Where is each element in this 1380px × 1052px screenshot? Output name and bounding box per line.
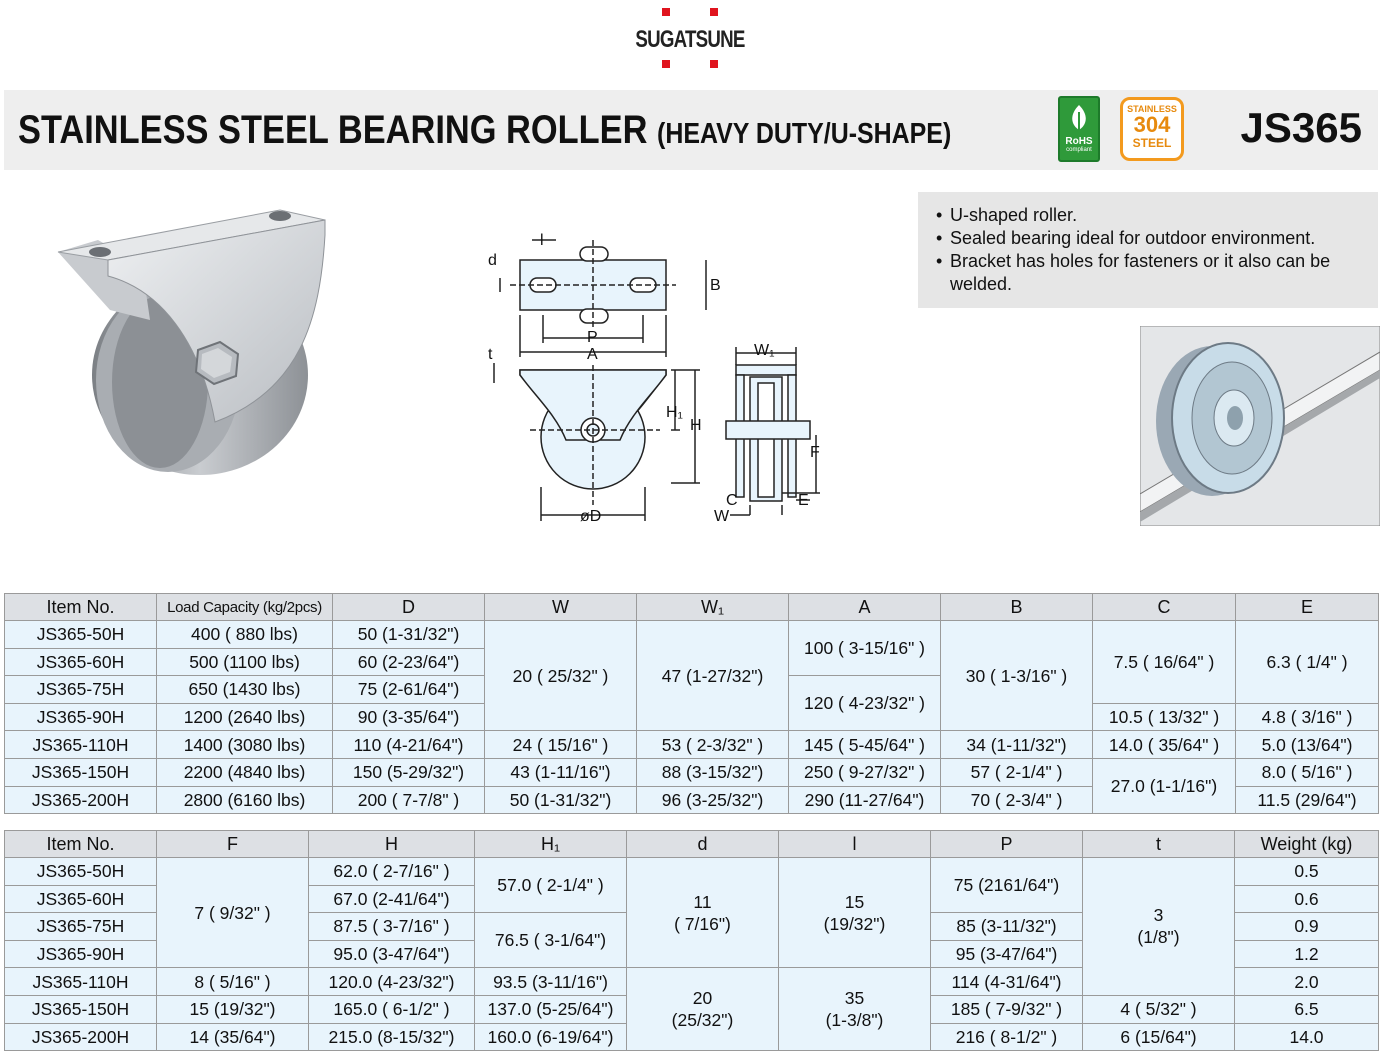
cell-d-inch: ( 7/16") (674, 913, 731, 934)
cell-l (779, 968, 931, 1051)
cell-c: 27.0 (1-1/16") (1093, 758, 1236, 813)
label-w1: W₁ (754, 342, 775, 359)
cell-l (779, 858, 931, 968)
header-l: l (779, 831, 931, 858)
leaf-icon (1067, 104, 1091, 134)
table-header-row (5, 594, 1379, 621)
header-b: B (941, 594, 1093, 621)
cell-h: 62.0 ( 2-7/16" ) (309, 858, 475, 886)
cell-load: 1200 (2640 lbs) (157, 703, 333, 731)
cell-item: JS365-50H (5, 621, 157, 649)
cell-item: JS365-60H (5, 648, 157, 676)
header-f: F (157, 831, 309, 858)
title-sub-text: (HEAVY DUTY/U-SHAPE) (657, 118, 952, 150)
cell-p: 114 (4-31/64") (931, 968, 1083, 996)
cell-a: 120 ( 4-23/32" ) (789, 676, 941, 731)
label-h: H (690, 417, 702, 434)
brand-name: SUGATSUNE (635, 26, 745, 53)
header-item-no: Item No. (5, 594, 157, 621)
cell-d-inch: (25/32") (671, 1010, 734, 1031)
header-weight: Weight (kg) (1235, 831, 1379, 858)
cell-load: 500 (1100 lbs) (157, 648, 333, 676)
cell-h1: 160.0 (6-19/64") (475, 1023, 627, 1051)
brand-logo (620, 8, 760, 70)
logo-square-top-left (662, 8, 670, 16)
spec-table-1 (4, 593, 1379, 814)
rohs-badge (1058, 96, 1100, 162)
cell-h: 67.0 (2-41/64") (309, 885, 475, 913)
badge-stainless: STAINLESS (1127, 104, 1177, 114)
cell-f: 15 (19/32") (157, 995, 309, 1023)
cell-h1: 137.0 (5-25/64") (475, 995, 627, 1023)
label-t: t (488, 346, 493, 363)
cell-item: JS365-90H (5, 940, 157, 968)
feature-list (918, 192, 1378, 308)
cell-p: 75 (2161/64") (931, 858, 1083, 913)
cell-d: 75 (2-61/64") (333, 676, 485, 704)
rohs-label: RoHS (1065, 136, 1093, 147)
cell-h1: 57.0 ( 2-1/4" ) (475, 858, 627, 913)
cell-w1: 47 (1-27/32") (637, 621, 789, 731)
cell-d: 50 (1-31/32") (333, 621, 485, 649)
cell-item: JS365-75H (5, 913, 157, 941)
model-number: JS365 (1240, 104, 1362, 151)
cell-d (627, 968, 779, 1051)
cell-item: JS365-200H (5, 1023, 157, 1051)
cell-load: 2200 (4840 lbs) (157, 758, 333, 786)
label-e: E (798, 492, 809, 509)
feature-item: • Sealed bearing ideal for outdoor environment. (936, 227, 1364, 250)
page-title (18, 108, 951, 153)
cell-d: 200 ( 7-7/8" ) (333, 786, 485, 814)
table-header-row (5, 831, 1379, 858)
header-d: d (627, 831, 779, 858)
logo-square-bottom-right (710, 60, 718, 68)
cell-d: 150 (5-29/32") (333, 758, 485, 786)
technical-drawing (480, 225, 840, 535)
cell-p: 216 ( 8-1/2" ) (931, 1023, 1083, 1051)
cell-b: 70 ( 2-3/4" ) (941, 786, 1093, 814)
cell-b: 34 (1-11/32") (941, 731, 1093, 759)
cell-d: 60 (2-23/64") (333, 648, 485, 676)
cell-t-inch: (1/8") (1137, 927, 1180, 948)
cell-item: JS365-90H (5, 703, 157, 731)
rail-application-photo (1140, 326, 1380, 526)
cell-h: 165.0 ( 6-1/2" ) (309, 995, 475, 1023)
label-b: B (710, 277, 721, 294)
header-load-capacity: Load Capacity (kg/2pcs) (157, 594, 333, 621)
title-main-text: STAINLESS STEEL BEARING ROLLER (18, 108, 648, 152)
logo-square-top-right (710, 8, 718, 16)
header-t: t (1083, 831, 1235, 858)
cell-f: 14 (35/64") (157, 1023, 309, 1051)
spec-table-2 (4, 830, 1379, 1051)
feature-item: • Bracket has holes for fasteners or it also can be welded. (936, 250, 1364, 296)
cell-weight: 0.6 (1235, 885, 1379, 913)
cell-a: 250 ( 9-27/32" ) (789, 758, 941, 786)
header-h: H (309, 831, 475, 858)
cell-weight: 0.5 (1235, 858, 1379, 886)
rohs-compliant: compliant (1066, 147, 1092, 153)
cell-d: 90 (3-35/64") (333, 703, 485, 731)
cell-l-inch: (1-3/8") (825, 1010, 884, 1031)
cell-e: 11.5 (29/64") (1236, 786, 1379, 814)
cell-weight: 6.5 (1235, 995, 1379, 1023)
cell-a: 100 ( 3-15/16" ) (789, 621, 941, 676)
label-f: F (810, 444, 820, 461)
badge-grade: 304 (1133, 112, 1171, 137)
label-l: l (540, 232, 544, 249)
cell-load: 2800 (6160 lbs) (157, 786, 333, 814)
header-w: W (485, 594, 637, 621)
table-row (5, 858, 1379, 886)
cell-item: JS365-75H (5, 676, 157, 704)
cell-b: 30 ( 1-3/16" ) (941, 621, 1093, 731)
cell-w1: 53 ( 2-3/32" ) (637, 731, 789, 759)
logo-square-bottom-left (662, 60, 670, 68)
cell-item: JS365-110H (5, 731, 157, 759)
badge-steel: STEEL (1132, 136, 1172, 150)
cell-item: JS365-200H (5, 786, 157, 814)
cell-t-value: 3 (1153, 905, 1164, 926)
cell-c: 10.5 ( 13/32" ) (1093, 703, 1236, 731)
cell-p: 85 (3-11/32") (931, 913, 1083, 941)
label-w: W (714, 508, 730, 525)
label-c: C (726, 492, 738, 509)
cell-weight: 0.9 (1235, 913, 1379, 941)
cell-h: 120.0 (4-23/32") (309, 968, 475, 996)
cell-t (1083, 858, 1235, 996)
table-row (5, 758, 1379, 786)
header-w1: W₁ (637, 594, 789, 621)
cell-p: 95 (3-47/64") (931, 940, 1083, 968)
label-d: d (488, 252, 497, 269)
cell-item: JS365-50H (5, 858, 157, 886)
feature-item: • U-shaped roller. (936, 204, 1364, 227)
cell-weight: 14.0 (1235, 1023, 1379, 1051)
cell-f: 8 ( 5/16" ) (157, 968, 309, 996)
cell-f: 7 ( 9/32" ) (157, 858, 309, 968)
cell-a: 145 ( 5-45/64" ) (789, 731, 941, 759)
cell-load: 650 (1430 lbs) (157, 676, 333, 704)
label-od: øD (580, 508, 602, 525)
cell-load: 1400 (3080 lbs) (157, 731, 333, 759)
label-p: P (587, 329, 598, 346)
header-a: A (789, 594, 941, 621)
cell-t: 6 (15/64") (1083, 1023, 1235, 1051)
cell-h: 215.0 (8-15/32") (309, 1023, 475, 1051)
cell-w: 43 (1-11/16") (485, 758, 637, 786)
cell-b: 57 ( 2-1/4" ) (941, 758, 1093, 786)
cell-load: 400 ( 880 lbs) (157, 621, 333, 649)
header-h1: H₁ (475, 831, 627, 858)
cell-h1: 93.5 (3-11/16") (475, 968, 627, 996)
cell-t: 4 ( 5/32" ) (1083, 995, 1235, 1023)
cell-w1: 88 (3-15/32") (637, 758, 789, 786)
cell-w: 50 (1-31/32") (485, 786, 637, 814)
cell-w: 24 ( 15/16" ) (485, 731, 637, 759)
cell-c: 7.5 ( 16/64" ) (1093, 621, 1236, 704)
cell-d (627, 858, 779, 968)
header-item-no: Item No. (5, 831, 157, 858)
cell-c: 14.0 ( 35/64" ) (1093, 731, 1236, 759)
cell-e: 5.0 (13/64") (1236, 731, 1379, 759)
cell-h1: 76.5 ( 3-1/64") (475, 913, 627, 968)
cell-l-value: 35 (844, 988, 865, 1009)
cell-item: JS365-60H (5, 885, 157, 913)
stainless-steel-badge (1120, 97, 1184, 161)
cell-weight: 1.2 (1235, 940, 1379, 968)
cell-e: 4.8 ( 3/16" ) (1236, 703, 1379, 731)
table-row (5, 731, 1379, 759)
cell-item: JS365-110H (5, 968, 157, 996)
cell-d-value: 20 (692, 988, 713, 1009)
cell-weight: 2.0 (1235, 968, 1379, 996)
cell-item: JS365-150H (5, 995, 157, 1023)
cell-l-inch: (19/32") (823, 913, 886, 934)
cell-a: 290 (11-27/64") (789, 786, 941, 814)
cell-w1: 96 (3-25/32") (637, 786, 789, 814)
label-a: A (587, 346, 598, 363)
cell-l-value: 15 (844, 891, 865, 912)
cell-h: 87.5 ( 3-7/16" ) (309, 913, 475, 941)
cell-e: 6.3 ( 1/4" ) (1236, 621, 1379, 704)
cell-d: 110 (4-21/64") (333, 731, 485, 759)
cell-d-value: 11 (693, 891, 712, 912)
header-c: C (1093, 594, 1236, 621)
product-photo (50, 200, 340, 480)
table-row (5, 621, 1379, 649)
cell-h: 95.0 (3-47/64") (309, 940, 475, 968)
cell-w: 20 ( 25/32" ) (485, 621, 637, 731)
cell-item: JS365-150H (5, 758, 157, 786)
cell-e: 8.0 ( 5/16" ) (1236, 758, 1379, 786)
label-h1: H₁ (666, 404, 683, 421)
cell-p: 185 ( 7-9/32" ) (931, 995, 1083, 1023)
header-d: D (333, 594, 485, 621)
header-e: E (1236, 594, 1379, 621)
header-p: P (931, 831, 1083, 858)
